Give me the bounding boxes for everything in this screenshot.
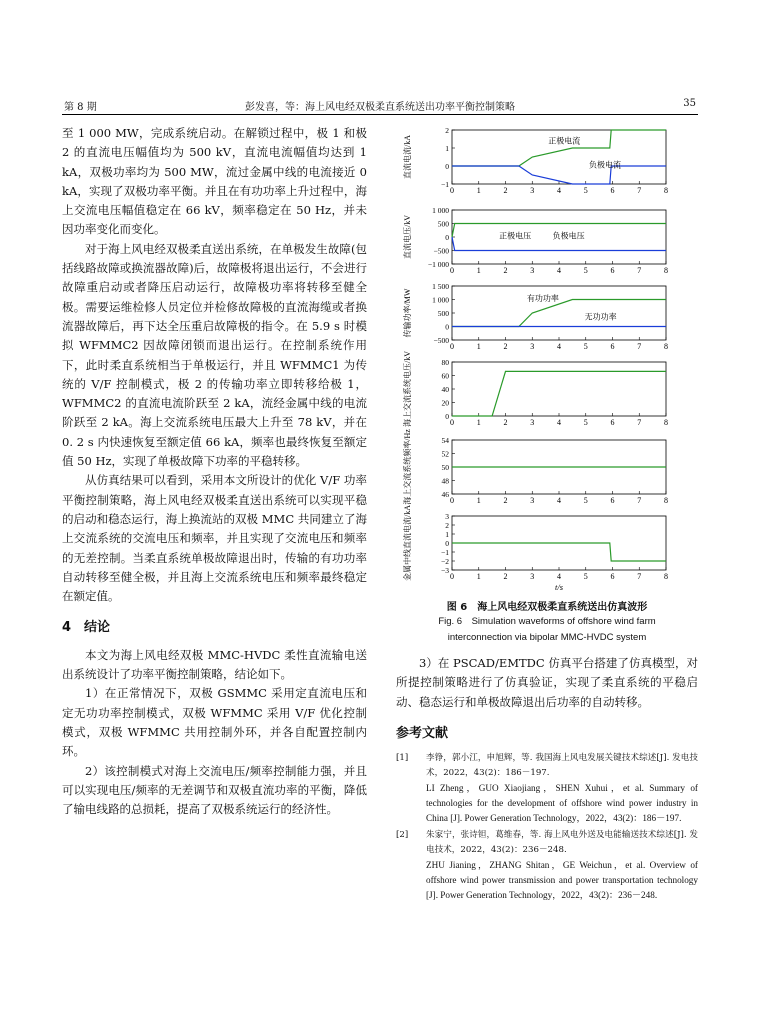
y-tick-label: 54 <box>441 436 449 445</box>
x-tick-label: 3 <box>530 186 535 195</box>
x-tick-label: 4 <box>557 496 561 505</box>
x-tick-label: 5 <box>583 572 588 581</box>
paragraph: 1）在正常情况下，双极 GSMMC 采用定直流电压和定无功功率控制模式，双极 WFMMC 采用 V/F 优化控制模式，双极 WFMMC 共用控制外环，并各自配置控制内环。 <box>62 686 367 759</box>
x-tick-label: 3 <box>530 418 535 427</box>
y-axis-label: 传输功率/MW <box>403 288 412 338</box>
x-tick-label: 2 <box>503 186 508 195</box>
x-tick-label: 8 <box>664 342 668 351</box>
y-axis-label: 海上交流系统电压/kV <box>403 351 412 427</box>
y-tick-label: 0 <box>445 322 449 332</box>
x-tick-label: 6 <box>610 342 615 351</box>
x-tick-label: 6 <box>610 572 615 581</box>
curve-annotation: 正极电流 <box>548 136 581 146</box>
x-tick-label: 6 <box>610 186 615 195</box>
x-tick-label: 0 <box>450 186 454 195</box>
x-tick-label: 4 <box>557 266 561 275</box>
reference-item <box>396 828 698 903</box>
x-axis-label: t/s <box>554 582 564 592</box>
x-tick-label: 2 <box>503 418 508 427</box>
y-tick-label: 0 <box>445 539 449 548</box>
x-tick-label: 7 <box>637 572 642 581</box>
x-tick-label: 7 <box>637 186 642 195</box>
x-tick-label: 1 <box>476 572 481 581</box>
curve-annotation: 负极电流 <box>588 160 621 170</box>
x-tick-label: 8 <box>664 186 668 195</box>
paragraph: 从仿真结果可以看到，采用本文所设计的优化 V/F 功率平衡控制策略，海上风电经双极柔直送出系统可以实现平稳的启动和稳态运行，海上换流站的双极 MMC 共同建立了海上交流系统的交流电压和频率，并且实现了交流电压和频率的无差控制。当柔直系统单极故障退出时，传输的有功功率自动转移至健全极，并且海上交流系统电压和频率最终稳定在额定值。 <box>62 473 367 604</box>
y-tick-label: 0 <box>445 412 449 421</box>
reference-number: [1] <box>396 753 409 764</box>
x-tick-label: 0 <box>450 342 454 351</box>
x-tick-label: 6 <box>610 418 615 427</box>
y-tick-label: 3 <box>445 512 449 521</box>
y-tick-label: −1 <box>441 548 449 557</box>
x-tick-label: 7 <box>637 266 642 275</box>
x-tick-label: 0 <box>450 266 454 275</box>
y-tick-label: 500 <box>437 309 449 318</box>
figure-caption-en-line1: Fig. 6 Simulation waveforms of offshore wind farm <box>438 616 656 627</box>
figure-caption-en-line2: interconnection via bipolar MMC-HVDC system <box>447 632 647 643</box>
y-tick-label: 0 <box>445 233 449 242</box>
x-tick-label: 4 <box>557 418 561 427</box>
reference-item <box>396 751 698 826</box>
y-tick-label: 60 <box>441 371 449 381</box>
x-tick-label: 6 <box>610 266 615 275</box>
paragraph: 至 1 000 MW，完成系统启动。在解锁过程中，极 1 和极 2 的直流电压幅值均为 500 kV，直流电流幅值均达到 1 kA，双极功率均为 500 MW，流过金属中线的电流接近 0 kA，实现了双极功率平衡。并且在有功功率上升过程中，海上交流电压幅值稳定在 66 kV，频率稳定在 50 Hz，并未因功率变化而变化。 <box>62 126 367 237</box>
x-tick-label: 2 <box>503 572 508 581</box>
reference-cn: 李铮，郭小江，申旭辉，等. 我国海上风电发展关键技术综述[J]. 发电技术，2022，43(2)：186－197. <box>426 753 698 779</box>
y-tick-label: 500 <box>437 219 449 229</box>
y-axis-label: 海上交流系统频率/Hz <box>403 429 412 505</box>
x-tick-label: 4 <box>557 186 561 195</box>
y-tick-label: 48 <box>441 476 449 486</box>
y-tick-label: 1 <box>445 530 449 539</box>
plot-frame <box>452 286 666 340</box>
y-tick-label: 52 <box>441 449 449 459</box>
figure-caption-en <box>396 614 698 646</box>
x-tick-label: 1 <box>476 418 481 427</box>
y-axis-label: 直流电流/kA <box>403 135 412 179</box>
page-number: 35 <box>683 98 696 109</box>
reference-en: ZHU Jianing，ZHANG Shitan，GE Weichun，et al. Overview of offshore wind power transmission and power transportation technology [J]. Power Generation Technology，2022，43(2)：236－248. <box>426 860 698 901</box>
x-tick-label: 7 <box>637 418 642 427</box>
left-column <box>62 124 367 819</box>
x-tick-label: 6 <box>610 496 615 505</box>
y-tick-label: 1 000 <box>432 206 449 215</box>
y-tick-label: 20 <box>441 398 449 408</box>
curve-annotation: 负极电压 <box>552 231 585 241</box>
y-tick-label: 50 <box>441 463 449 472</box>
x-tick-label: 8 <box>664 572 668 581</box>
curve-annotation: 正极电压 <box>499 231 532 241</box>
running-header <box>62 96 698 115</box>
curve-annotation: 无功功率 <box>584 312 617 322</box>
x-tick-label: 3 <box>530 496 535 505</box>
y-tick-label: −3 <box>441 566 449 575</box>
plot-frame <box>452 362 666 416</box>
reference-en: LI Zheng，GUO Xiaojiang，SHEN Xuhui，et al. Summary of technologies for the development of offshore wind power industry in China [J]. Power Generation Technology，2022，43(2)：186－197. <box>426 783 698 824</box>
x-tick-label: 2 <box>503 496 508 505</box>
x-tick-label: 7 <box>637 496 642 505</box>
y-tick-label: −500 <box>433 336 449 345</box>
y-tick-label: 80 <box>441 358 449 367</box>
y-axis-label: 金属中线直流电流/kA <box>403 505 412 581</box>
y-axis-label: 直流电压/kV <box>403 215 412 259</box>
x-tick-label: 2 <box>503 342 508 351</box>
paragraph: 2）该控制模式对海上交流电压/频率控制能力强，并且可以实现电压/频率的无差调节和双极直流功率的平衡，降低了输电线路的总损耗，提高了双极系统运行的经济性。 <box>62 763 367 817</box>
right-column <box>396 654 698 905</box>
x-tick-label: 8 <box>664 496 668 505</box>
x-tick-label: 1 <box>476 496 481 505</box>
reference-cn: 朱家宁，张诗钽，葛维春，等. 海上风电外送及电能输送技术综述[J]. 发电技术，2022，43(2)：236－248. <box>426 830 698 856</box>
x-tick-label: 0 <box>450 572 454 581</box>
series-line <box>452 300 666 327</box>
paragraph: 3）在 PSCAD/EMTDC 仿真平台搭建了仿真模型，对所提控制策略进行了仿真验证，实现了柔直系统的平稳启动、稳态运行和单极故障退出后功率的自动转移。 <box>396 656 698 709</box>
paragraph: 本文为海上风电经双极 MMC-HVDC 柔性直流输电送出系统设计了功率平衡控制策略，结论如下。 <box>62 647 367 682</box>
x-tick-label: 0 <box>450 496 454 505</box>
x-tick-label: 5 <box>583 418 588 427</box>
simulation-waveform-figure <box>396 126 696 596</box>
section-title: 4 结论 <box>62 620 111 636</box>
x-tick-label: 5 <box>583 186 588 195</box>
x-tick-label: 4 <box>557 342 561 351</box>
y-tick-label: −1 000 <box>427 260 449 269</box>
x-tick-label: 3 <box>530 342 535 351</box>
x-tick-label: 8 <box>664 266 668 275</box>
y-tick-label: 2 <box>445 126 449 135</box>
x-tick-label: 8 <box>664 418 668 427</box>
y-tick-label: 0 <box>445 162 449 171</box>
x-tick-label: 7 <box>637 342 642 351</box>
series-line <box>452 166 666 184</box>
y-tick-label: 1 500 <box>432 282 449 291</box>
y-tick-label: 1 <box>445 144 449 153</box>
x-tick-label: 3 <box>530 572 535 581</box>
figure-caption-cn: 图 6 海上风电经双极柔直系统送出仿真波形 <box>446 602 648 613</box>
series-line <box>452 543 666 561</box>
x-tick-label: 5 <box>583 342 588 351</box>
x-tick-label: 1 <box>476 186 481 195</box>
x-tick-label: 0 <box>450 418 454 427</box>
x-tick-label: 3 <box>530 266 535 275</box>
references-title: 参考文献 <box>396 725 449 741</box>
reference-number: [2] <box>396 830 409 841</box>
x-tick-label: 5 <box>583 496 588 505</box>
x-tick-label: 4 <box>557 572 561 581</box>
y-tick-label: 1 000 <box>432 295 449 305</box>
x-tick-label: 2 <box>503 266 508 275</box>
issue-number: 第 8 期 <box>64 102 97 113</box>
x-tick-label: 1 <box>476 266 481 275</box>
y-tick-label: 2 <box>445 521 449 530</box>
y-tick-label: −2 <box>441 557 449 566</box>
y-tick-label: 46 <box>441 490 449 499</box>
x-tick-label: 5 <box>583 266 588 275</box>
x-tick-label: 1 <box>476 342 481 351</box>
running-title: 彭发喜，等：海上风电经双极柔直系统送出功率平衡控制策略 <box>245 102 515 113</box>
y-tick-label: −500 <box>433 246 449 256</box>
curve-annotation: 有功功率 <box>526 293 559 303</box>
y-tick-label: 40 <box>441 385 449 394</box>
series-line <box>452 371 666 416</box>
paragraph: 对于海上风电经双极柔直送出系统，在单极发生故障(包括线路故障或换流器故障)后，故障极将退出运行，不会进行故障重启动或者降压启动运行，故障极功率将转移至健全极。需要运维检修人员定位并检修故障极的直流海缆或者换流器故障后，再下达全压重启故障极的指令。在 5.9 s 时模拟 WFMMC2 因故障闭锁而退出运行。在控制系统作用下，此时柔直系统相当于单极运行，并且 WFMMC1 为传统的 V/F 控制模式，极 2 的传输功率立即转移给极 1，WFMMC2 的直流电流阶跃至 2 kA，流经金属中线的电流阶跃至 2 kA。海上交流系统电压最大上升至 78 kV，并在 0. 2 s 内快速恢复至额定值 66 kA，频率也最终恢复至额定值 50 Hz，实现了单极故障下功率的平稳转移。 <box>62 241 367 469</box>
series-line <box>452 130 666 166</box>
y-tick-label: −1 <box>441 180 449 189</box>
